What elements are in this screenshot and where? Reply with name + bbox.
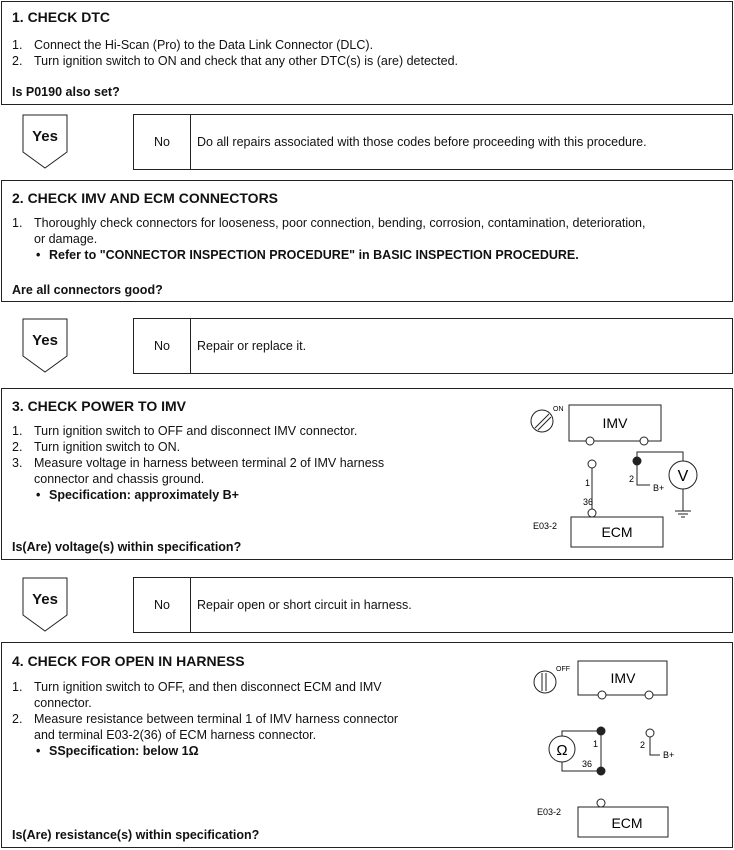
branch2-no-label: No (134, 319, 191, 373)
ground-icon (675, 511, 691, 517)
svg-text:2: 2 (640, 740, 646, 750)
step2-box (1, 180, 733, 302)
branch3-no-text: Repair open or short circuit in harness. (197, 598, 412, 612)
branch1-no-text: Do all repairs associated with those codes before proceeding with this procedure. (197, 135, 647, 149)
step3-question: Is(Are) voltage(s) within specification? (12, 540, 242, 554)
step2-title: 2. CHECK IMV AND ECM CONNECTORS (12, 190, 279, 206)
branch3-no-box (133, 577, 733, 633)
step2-item-1-line1: Thoroughly check connectors for looseness, poor connection, bending, corrosion, contamination, deterioration, (34, 216, 646, 230)
branch1-no-label: No (134, 115, 191, 169)
branch3-no-label: No (134, 578, 191, 632)
pin-2-terminal (646, 729, 654, 737)
branch3-yes-arrow (22, 577, 68, 632)
svg-text:36: 36 (583, 497, 594, 507)
svg-text:1: 1 (585, 478, 591, 488)
step4-circuit-diagram (522, 645, 722, 845)
pin-2-terminal (633, 457, 641, 465)
step2-question: Are all connectors good? (12, 283, 163, 297)
switch-state-label: OFF (556, 666, 570, 673)
step4-title: 4. CHECK FOR OPEN IN HARNESS (12, 653, 245, 669)
svg-text:B+: B+ (663, 750, 675, 760)
branch3-yes-label: Yes (32, 591, 58, 608)
step2-item-1-line2: or damage. (34, 232, 98, 246)
svg-text:B+: B+ (653, 483, 665, 493)
ecm-label: ECM (601, 524, 633, 540)
step1-question: Is P0190 also set? (12, 85, 120, 99)
step1-item-2: 2. Turn ignition switch to ON and check that any other DTC(s) is (are) detected. (12, 54, 459, 68)
pin-1-terminal (588, 460, 596, 468)
step3-bullet: • Specification: approximately B+ (34, 487, 384, 503)
step2-bullet: • Refer to "CONNECTOR INSPECTION PROCEDURE" in BASIC INSPECTION PROCEDURE. (34, 247, 645, 263)
branch1-no-box (133, 114, 733, 170)
svg-text:V: V (677, 468, 689, 485)
svg-text:1: 1 (593, 739, 599, 749)
step3-circuit-diagram (517, 395, 717, 555)
ignition-switch-icon (534, 671, 556, 693)
step4-box (1, 642, 733, 848)
branch2-yes-arrow (22, 318, 68, 373)
switch-state-label: ON (553, 406, 564, 413)
branch2-no-box (133, 318, 733, 374)
step3-box (1, 388, 733, 560)
step2-list: 1. Thoroughly check connectors for looseness, poor connection, bending, corrosion, contamination, deterioration, or damage. • Refer to "CONNECTOR INSPECTION PROCEDURE" in BASIC INSPECTION PROCEDURE. (12, 215, 645, 263)
branch1-yes-arrow (22, 114, 68, 169)
connector-id: E03-2 (533, 521, 558, 531)
imv-label: IMV (610, 670, 636, 686)
pin-36-terminal (597, 767, 605, 775)
svg-text:2: 2 (629, 474, 635, 484)
connector-id: E03-2 (537, 807, 562, 817)
branch2-yes-label: Yes (32, 332, 58, 349)
imv-label: IMV (602, 415, 628, 431)
step3-list: 1. Turn ignition switch to OFF and disconnect IMV connector. 2. Turn ignition switch to ON. 3. Measure voltage in harness between terminal 2 of IMV harness connector and chassis ground. • Specification: approximately B+ (12, 423, 384, 503)
step1-item-1: 1. Connect the Hi-Scan (Pro) to the Data Link Connector (DLC). (12, 38, 374, 52)
ecm-label: ECM (611, 815, 643, 831)
step1-box (1, 1, 733, 105)
svg-text:36: 36 (582, 759, 593, 769)
svg-text:Ω: Ω (556, 742, 568, 759)
step4-question: Is(Are) resistance(s) within specification? (12, 828, 260, 842)
step1-list (12, 37, 458, 69)
step4-bullet: • SSpecification: below 1Ω (34, 743, 398, 759)
branch1-yes-label: Yes (32, 128, 58, 145)
step1-title: 1. CHECK DTC (12, 9, 111, 25)
step3-title: 3. CHECK POWER TO IMV (12, 398, 186, 414)
branch2-no-text: Repair or replace it. (197, 339, 307, 353)
step4-list: 1. Turn ignition switch to OFF, and then disconnect ECM and IMV connector. 2. Measure resistance between terminal 1 of IMV harness connector and terminal E03-2(36) of ECM harness connector. • SSpecification: below 1Ω (12, 679, 398, 759)
ignition-switch-icon (531, 410, 553, 432)
